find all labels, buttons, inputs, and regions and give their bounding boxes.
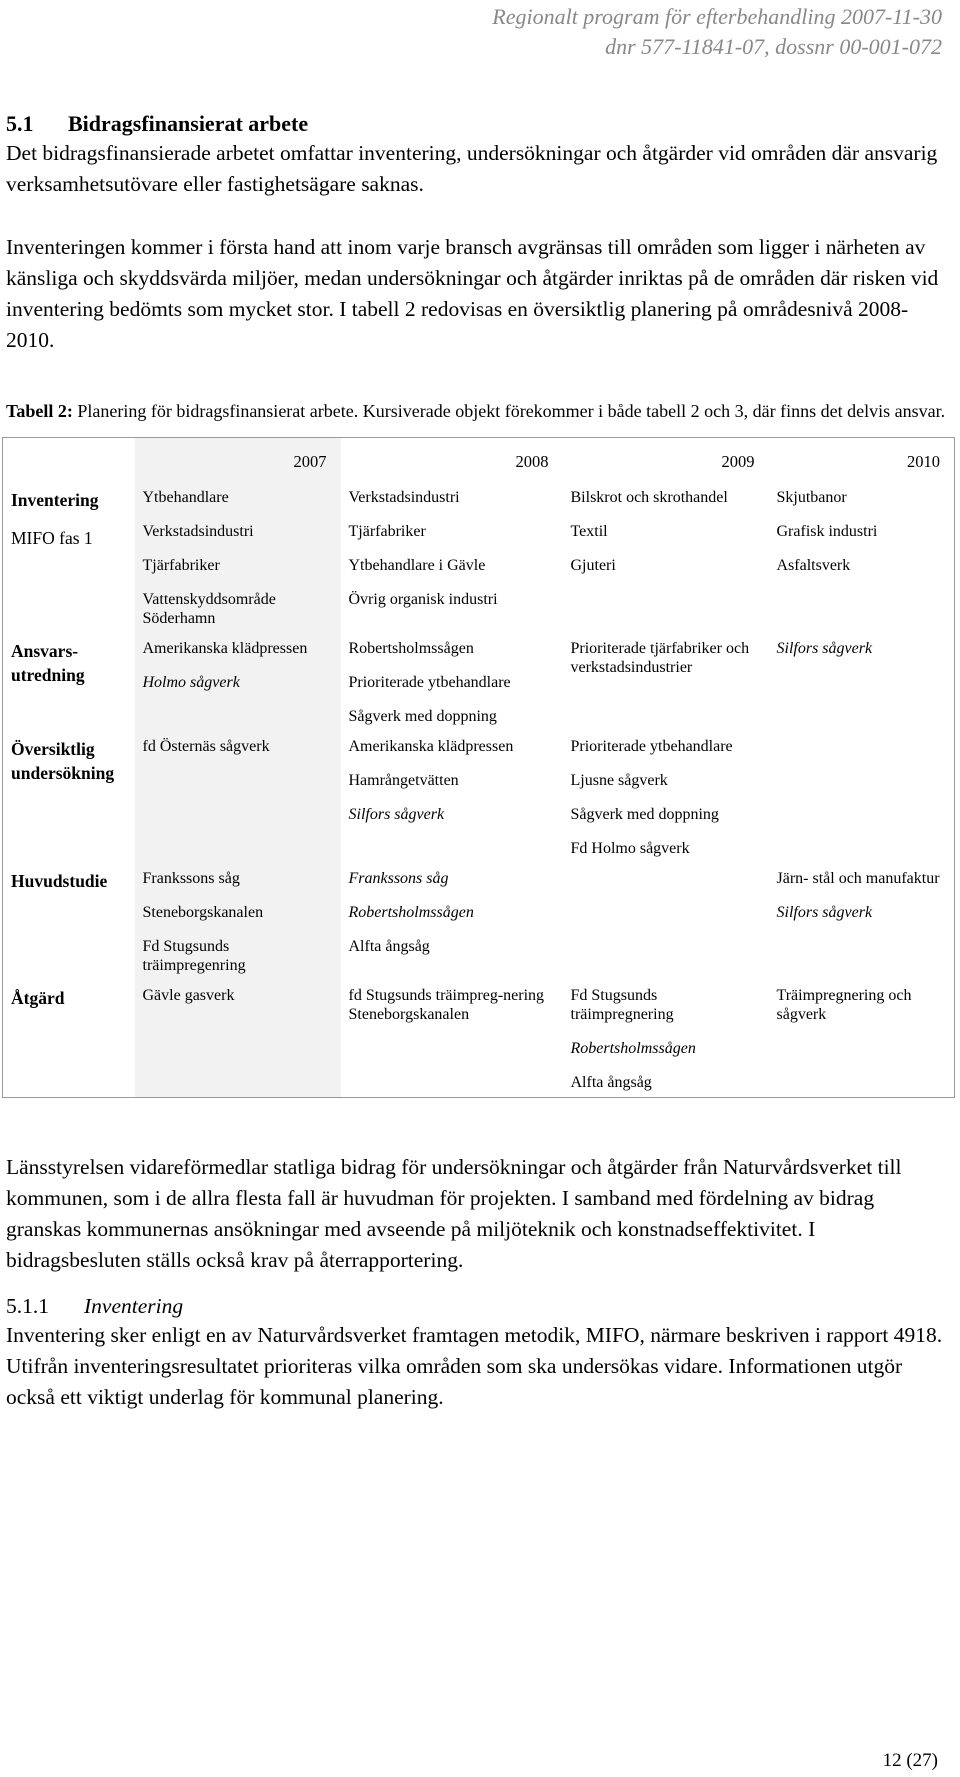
table-corner-cell: [3, 438, 135, 483]
table-cell-item: Frankssons såg: [348, 870, 449, 887]
table-cell-item: Gjuteri: [570, 557, 616, 574]
table-cell-item: Asfaltsverk: [776, 557, 851, 574]
table-cell: [135, 731, 341, 863]
header-line-2: dnr 577-11841-07, dossnr 00-001-072: [605, 34, 942, 59]
page-header: [492, 2, 942, 62]
subsection-paragraph: Inventering sker enligt en av Naturvårdsverket framtagen metodik, MIFO, närmare beskriven i rapport 4918. Utifrån inventeringsresultatet prioriteras vilka områden som ska undersökas vidare. Informationen utgör också ett viktigt underlag för kommunal planering.: [6, 1323, 943, 1409]
subsection-number: 5.1.1: [6, 1294, 49, 1318]
table-cell-item: Gävle gasverk: [142, 987, 235, 1004]
row-label: Översiktlig undersökning: [11, 739, 115, 783]
section-paragraph-2: Inventeringen kommer i första hand att inom varje bransch avgränsas till områden som ligger i närheten av känsliga och skyddsvärda miljöer, medan undersökningar och åtgärder inriktas på de områden där risken vid inventering bedömts som mycket stor. I tabell 2 redovisas en översiktlig planering på områdesnivå 2008-2010.: [6, 235, 939, 352]
table-cell-item: Verkstadsindustri: [142, 523, 254, 540]
table-cell-item: Robertsholmssågen: [348, 904, 474, 921]
table-cell-item: Tjärfabriker: [348, 523, 426, 540]
table-cell-item: Vattenskyddsområde Söderhamn: [142, 591, 276, 627]
table-row: [3, 633, 955, 731]
table-cell-item: Alfta ångsåg: [348, 938, 430, 955]
table-cell-item: Träimpregnering och sågverk: [776, 987, 912, 1023]
table-cell: [563, 980, 769, 1098]
table-caption-label: Tabell 2:: [6, 401, 73, 421]
table-cell-item: Sågverk med doppning: [570, 806, 719, 823]
table-row-header: [3, 633, 135, 731]
table-cell-item: fd Stugsunds träimpreg-nering Steneborgskanalen: [348, 987, 545, 1023]
table-cell: [769, 633, 955, 731]
table-year-header: 2009: [721, 452, 755, 471]
header-line-1: Regionalt program för efterbehandling 2007-11-30: [492, 4, 942, 29]
table-cell: [341, 633, 563, 731]
table-cell-item: Fd Holmo sågverk: [570, 840, 690, 857]
table-cell-item: Prioriterade ytbehandlare: [348, 674, 511, 691]
table-cell-item: Frankssons såg: [142, 870, 240, 887]
table-caption-text: Planering för bidragsfinansierat arbete. Kursiverade objekt förekommer i både tabell 2 och 3, där finns det delvis ansvar.: [72, 401, 946, 421]
row-sublabel: MIFO fas 1: [11, 528, 93, 548]
table-cell: [769, 980, 955, 1098]
table-cell: [135, 482, 341, 633]
table-cell-item: Verkstadsindustri: [348, 489, 460, 506]
table-cell-item: Robertsholmssågen: [348, 640, 474, 657]
table-cell: [341, 482, 563, 633]
table-cell-item: Prioriterade tjärfabriker och verkstadsindustrier: [570, 640, 750, 676]
table-cell: [563, 863, 769, 980]
table-year-row: [3, 438, 955, 483]
table-cell-item: Amerikanska klädpressen: [348, 738, 514, 755]
section-heading: [6, 110, 946, 138]
table-cell-item: Holmo sågverk: [142, 674, 240, 691]
table-cell-item: Fd Stugsunds träimpregnering: [570, 987, 674, 1023]
table-cell: [341, 980, 563, 1098]
table-cell-item: Ljusne sågverk: [570, 772, 668, 789]
table-cell-item: Hamrångetvätten: [348, 772, 459, 789]
table-cell-item: Silfors sågverk: [348, 806, 445, 823]
table-cell: [135, 863, 341, 980]
row-label: Inventering: [11, 490, 99, 510]
table-cell-item: Järn- stål och manufaktur: [776, 870, 940, 887]
table-cell-item: Ytbehandlare: [142, 489, 229, 506]
subsection-title: Inventering: [84, 1294, 184, 1318]
table-cell: [769, 863, 955, 980]
table-row: [3, 482, 955, 633]
row-label: Åtgärd: [11, 988, 65, 1008]
paragraph-3: Länsstyrelsen vidareförmedlar statliga bidrag för undersökningar och åtgärder från Naturvårdsverket till kommunen, som i de allra flesta fall är huvudman för projekten. I samband med fördelning av bidrag granskas kommunernas ansökningar med avseende på miljöteknik och konstnadseffektivitet. I bidragsbesluten ställs också krav på återrapportering.: [6, 1155, 902, 1272]
table-cell-item: Sågverk med doppning: [348, 708, 497, 725]
table-cell-item: Fd Stugsunds träimpregenring: [142, 938, 246, 974]
row-label: Ansvars-utredning: [11, 641, 85, 685]
table-cell-item: Prioriterade ytbehandlare: [570, 738, 733, 755]
planning-table: [2, 437, 955, 1098]
table-row: [3, 980, 955, 1098]
table-cell-item: Bilskrot och skrothandel: [570, 489, 728, 506]
table-row: [3, 863, 955, 980]
table-cell-item: Silfors sågverk: [776, 640, 873, 657]
table-cell-item: Övrig organisk industri: [348, 591, 498, 608]
table-row-header: [3, 980, 135, 1098]
subsection-heading: [6, 1292, 946, 1320]
table-cell: [769, 482, 955, 633]
table-cell-item: Steneborgskanalen: [142, 904, 264, 921]
table-cell: [341, 863, 563, 980]
table-cell-item: Alfta ångsåg: [570, 1074, 652, 1091]
table-caption: [6, 400, 946, 423]
table-cell-item: Silfors sågverk: [776, 904, 873, 921]
section-title: Bidragsfinansierat arbete: [68, 111, 309, 136]
table-cell: [341, 731, 563, 863]
page-number: 12 (27): [882, 1750, 938, 1771]
row-label: Huvudstudie: [11, 871, 108, 891]
table-cell-item: fd Östernäs sågverk: [142, 738, 270, 755]
table-year-header: 2007: [135, 438, 341, 483]
table-cell-item: Skjutbanor: [776, 489, 847, 506]
table-cell-item: Grafisk industri: [776, 523, 878, 540]
table-cell-item: Robertsholmssågen: [570, 1040, 696, 1057]
table-cell-item: Tjärfabriker: [142, 557, 220, 574]
table-cell: [769, 731, 955, 863]
table-cell-item: Ytbehandlare i Gävle: [348, 557, 486, 574]
table-cell: [563, 482, 769, 633]
table-cell-item: Amerikanska klädpressen: [142, 640, 308, 657]
table-row: [3, 731, 955, 863]
section-number: 5.1: [6, 111, 34, 136]
table-cell: [563, 633, 769, 731]
section-paragraph-1: Det bidragsfinansierade arbetet omfattar inventering, undersökningar och åtgärder vid områden där ansvarig verksamhetsutövare eller fastighetsägare saknas.: [6, 141, 938, 196]
table-year-header: 2010: [907, 452, 940, 471]
table-row-header: [3, 482, 135, 633]
table-cell-item: Textil: [570, 523, 608, 540]
table-year-header: 2008: [515, 452, 549, 471]
table-cell: [563, 731, 769, 863]
table-cell: [135, 980, 341, 1098]
table-cell: [135, 633, 341, 731]
page-content: [6, 110, 946, 1413]
table-row-header: [3, 863, 135, 980]
table-row-header: [3, 731, 135, 863]
